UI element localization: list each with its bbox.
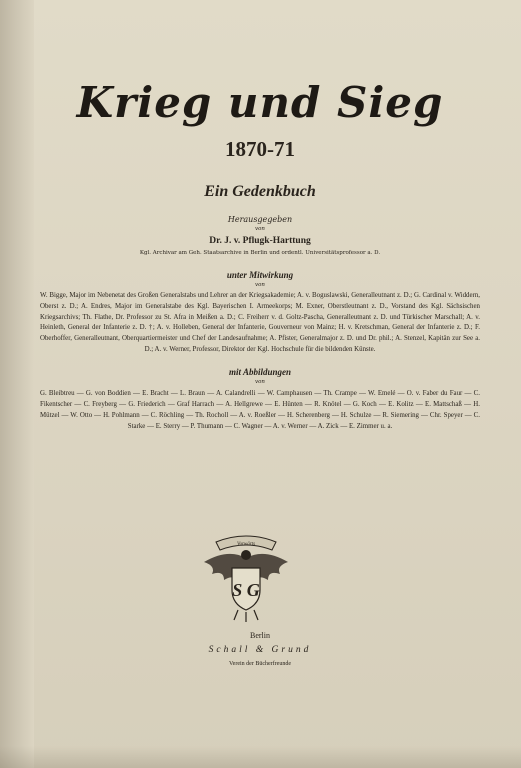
illustrations-von: von — [255, 378, 265, 385]
title-block — [40, 78, 480, 432]
illustrators-list: G. Bleibtreu — G. von Boddien — E. Bracht — L. Braun — A. Calandrelli — W. Camphausen — Th. Crampe — W. Emelé — O. v. Faber du Faur — C. Fikentscher — C. Freyberg — G. Friederich — Graf Harrach — A. Hellgrewe — E. Hünten — R. Knötel — G. Koch — E. Kolitz — E. Mattschaß — H. Mützel — W. Otto — H. Pohlmann — C. Röchling — Th. Rocholl — A. v. Roeßler — H. Scherenberg — H. Schulze — R. Siemering — Chr. Speyer — C. Starke — E. Sterry — P. Thumann — C. Wagner — A. v. Werner — A. Zick — E. Zimmer u. a. — [40, 389, 480, 430]
collaboration-heading: unter Mitwirkung — [226, 270, 294, 280]
imprint-publisher: Schall & Grund — [208, 645, 312, 655]
editor-name: Dr. J. v. Pflugk-Harttung — [209, 236, 311, 246]
editor-role: Kgl. Archivar am Geh. Staatsarchive in Berlin und ordentl. Universitätsprofessor a. D. — [139, 250, 381, 256]
illustrations-heading: mit Abbildungen — [229, 366, 291, 377]
imprint-city: Berlin — [250, 631, 270, 640]
editor-von: von — [255, 226, 265, 232]
collaborators-list: W. Bigge, Major im Nebenetat des Großen Generalstabs und Lehrer an der Kriegsakademie; A. v. Boguslawski, Generalleutnant z. D.; G. Cardinal v. Widdern, Oberst z. D.; A. Endres, Major im Generalstabe des Kgl. Bayerischen I. Armeekorps; M. Exner, Oberstleutnant z. D., Vorstand des Kgl. Sächsischen Kriegsarchivs; Th. Flathe, Dr. Professor zu St. Afra in Meißen a. D.; C. Freiherr v. d. Goltz-Pascha, Generalleutnant z. D. und Türkischer Marschall; A. v. Heinleth, General der Infanterie z. D. †; A. v. Holleben, General der Infanterie, Gouverneur von Mainz; H. v. Kretschman, General der Infanterie z. D.; F. Oberhoffer, Generalleutnant, Oberquartiermeister und Chef der Landesaufnahme; A. Pfister, Generalmajor z. D. und Dr. phil.; A. Stenzel, Kapitän zur See a. D.; A. v. Werner, Professor, Direktor der Kgl. Hochschule für die bildenden Künste. — [40, 292, 480, 353]
book-years: 1870-71 — [225, 137, 295, 161]
publisher-emblem — [198, 528, 294, 624]
emblem-monogram: S G — [232, 580, 260, 600]
collaboration-von: von — [255, 282, 265, 288]
book-subtitle: Ein Gedenkbuch — [204, 183, 316, 200]
book-title: Krieg und Sieg — [76, 78, 444, 127]
imprint-society: Verein der Bücherfreunde — [229, 661, 291, 667]
emblem-motto: Vorwärts — [236, 542, 256, 547]
page-gutter-shadow — [0, 0, 34, 768]
eagle-emblem-icon — [198, 528, 294, 624]
editor-label: Herausgegeben — [227, 215, 293, 224]
page-bottom-shadow — [0, 746, 521, 768]
